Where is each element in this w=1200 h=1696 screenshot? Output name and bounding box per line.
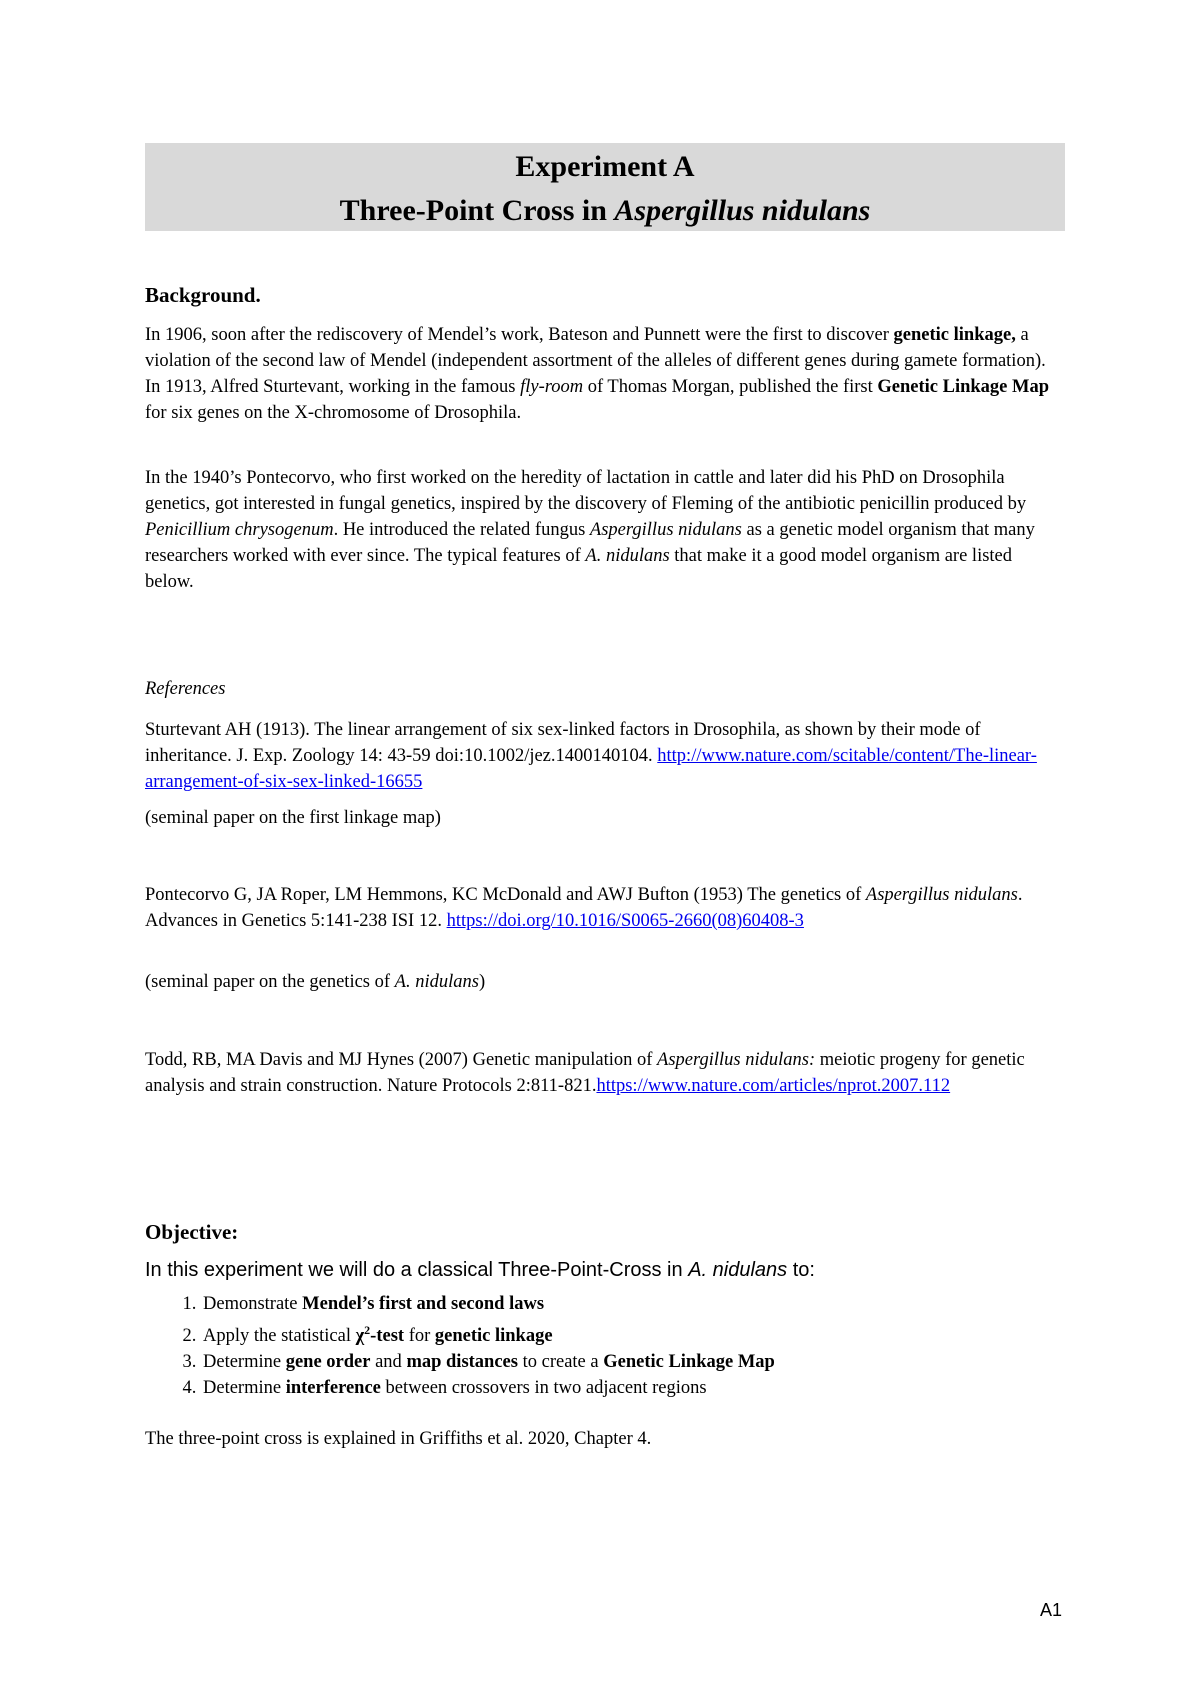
reference-pontecorvo-note: (seminal paper on the genetics of A. nidulans) — [145, 972, 486, 992]
background-paragraph-1: In 1906, soon after the rediscovery of Mendel’s work, Bateson and Punnett were the first to discover genetic linkage, a violation of the second law of Mendel (independent assortment of the alleles of different genes during gamete formation). In 1913, Alfred Sturtevant, working in the famous fly-room of Thomas Morgan, published the first Genetic Linkage Map for six genes on the X-chromosome of Drosophila. — [145, 325, 1050, 423]
reference-pontecorvo: Pontecorvo G, JA Roper, LM Hemmons, KC McDonald and AWJ Bufton (1953) The genetics of Aspergillus nidulans. Advances in Genetics 5:141-238 ISI 12. https://doi.org/10.1016/S0065-2660(08)60408-3 — [145, 885, 1023, 931]
pontecorvo-link[interactable]: https://doi.org/10.1016/S0065-2660(08)60408-3 — [446, 911, 804, 931]
objective-item-3: 3. Determine gene order and map distances to create a Genetic Linkage Map — [201, 1349, 1061, 1375]
reference-sturtevant: Sturtevant AH (1913). The linear arrangement of six sex-linked factors in Drosophila, as shown by their mode of inheritance. J. Exp. Zoology 14: 43-59 doi:10.1002/jez.1400140104. http://www.nature.com/scitable/content/The-linear-arrangement-of-six-sex-linked-16655 — [145, 720, 1037, 792]
objective-item-2: 2. Apply the statistical $\chi^2$-test for genetic linkage — [201, 1317, 1061, 1349]
background-heading: Background. — [145, 283, 261, 307]
experiment-subtitle — [145, 191, 1065, 231]
references-label: References — [145, 679, 226, 699]
background-paragraph-2: In the 1940’s Pontecorvo, who first worked on the heredity of lactation in cattle and later did his PhD on Drosophila genetics, got interested in fungal genetics, inspired by the discovery of Fleming of the antibiotic penicillin produced by Penicillium chrysogenum. He introduced the related fungus Aspergillus nidulans as a genetic model organism that many researchers worked with ever since. The typical features of A. nidulans that make it a good model organism are listed below. — [145, 468, 1035, 592]
reference-todd: Todd, RB, MA Davis and MJ Hynes (2007) Genetic manipulation of Aspergillus nidulans: meiotic progeny for genetic analysis and strain construction. Nature Protocols 2:811-821.https://www.nature.com/articles/nprot.2007.112 — [145, 1050, 1025, 1096]
objective-intro: In this experiment we will do a classical Three-Point-Cross in A. nidulans to: — [145, 1259, 815, 1281]
objective-list — [145, 1291, 1061, 1401]
title-box — [145, 143, 1065, 231]
page-number: A1 — [1040, 1600, 1063, 1620]
experiment-title: Experiment A — [515, 150, 695, 183]
subtitle-species: Aspergillus nidulans — [614, 194, 871, 227]
objective-heading: Objective: — [145, 1220, 239, 1244]
objective-item-4: 4. Determine interference between crossovers in two adjacent regions — [201, 1375, 1061, 1401]
todd-link[interactable]: https://www.nature.com/articles/nprot.2007.112 — [596, 1076, 951, 1096]
objective-closing: The three-point cross is explained in Griffiths et al. 2020, Chapter 4. — [145, 1429, 652, 1449]
sturtevant-link[interactable]: http://www.nature.com/scitable/content/The-linear-arrangement-of-six-sex-linked-16655 — [145, 746, 1037, 792]
reference-sturtevant-note: (seminal paper on the first linkage map) — [145, 808, 441, 828]
objective-item-1: 1. Demonstrate Mendel’s first and second laws — [201, 1291, 1061, 1317]
subtitle-prefix: Three-Point Cross in — [339, 194, 615, 227]
